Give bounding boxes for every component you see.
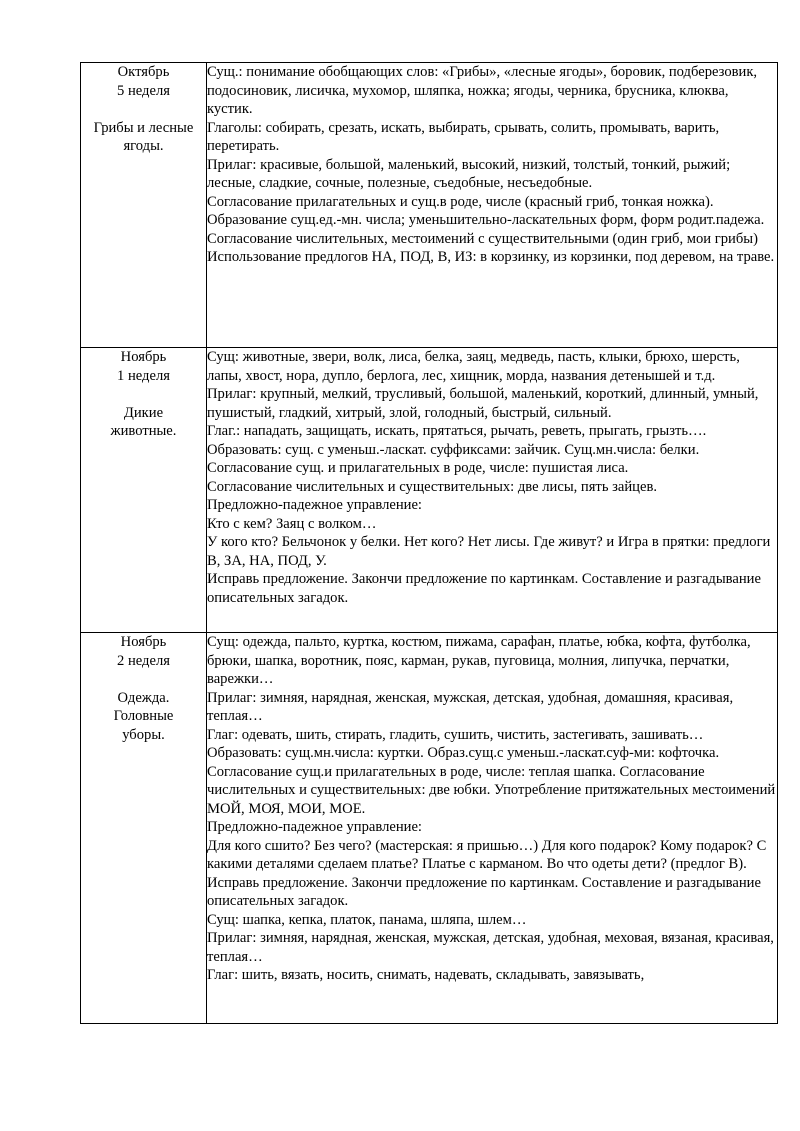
content-paragraph: Сущ.: понимание обобщающих слов: «Грибы», «лесные ягоды», боровик, подберезовик, подосиновик, лисичка, мухомор, шляпка, ножка; ягоды, черника, брусника, клюква, кустик. [207, 64, 758, 117]
content-paragraph: Прилаг: крупный, мелкий, трусливый, большой, маленький, короткий, длинный, умный, пушистый, гладкий, хитрый, злой, голодный, быстрый, сильный. [207, 386, 759, 421]
month-label: Октябрь [117, 64, 170, 80]
period-cell [81, 63, 207, 348]
content-paragraph: Образовать: сущ. с уменьш.-ласкат. суффиксами: зайчик. Сущ.мн.числа: белки. [207, 441, 700, 458]
lesson-plan-table [80, 62, 778, 1024]
content-paragraph: Исправь предложение. Закончи предложение по картинкам. Составление и разгадывание описательных загадок. [207, 571, 761, 606]
content-paragraph: Прилаг: зимняя, нарядная, женская, мужская, детская, удобная, домашняя, красивая, теплая… [207, 689, 734, 724]
content-paragraph: Образовать: сущ.мн.числа: куртки. Образ.сущ.с уменьш.-ласкат.суф-ми: кофточка. [207, 745, 720, 761]
period-cell [81, 348, 207, 633]
content-paragraph: Для кого сшито? Без чего? (мастерская: я пришью…) Для кого подарок? Кому подарок? С какими деталями сделаем платье? Платье с карманом. Во что одеты дети? (предлог В). [207, 837, 767, 872]
content-paragraph: Сущ: одежда, пальто, куртка, костюм, пижама, сарафан, платье, юбка, кофта, футболка, брюки, шапка, воротник, пояс, карман, рукав, пуговица, молния, липучка, перчатки, варежки… [207, 634, 751, 687]
content-paragraph: У кого кто? Бельчонок у белки. Нет кого? Нет лисы. Где живут? и Игра в прятки: предлоги В, ЗА, НА, ПОД, У. [207, 534, 771, 569]
table-row [81, 348, 778, 633]
period-cell [81, 633, 207, 1024]
content-paragraph: Согласование числительных и существительных: две лисы, пять зайцев. [207, 478, 657, 495]
content-paragraph: Глаг: шить, вязать, носить, снимать, надевать, складывать, завязывать, [207, 967, 645, 983]
content-cell [207, 348, 778, 633]
content-paragraph: Образование сущ.ед.-мн. числа; уменьшительно-ласкательных форм, форм родит.падежа. [207, 212, 765, 228]
content-paragraph: Глаг.: нападать, защищать, искать, прятаться, рычать, реветь, прыгать, грызть…. [207, 423, 707, 439]
content-paragraph: Прилаг: красивые, большой, маленький, высокий, низкий, толстый, тонкий, рыжий; лесные, сладкие, сочные, полезные, съедобные, несъедобные. [207, 156, 731, 191]
table-row [81, 63, 778, 348]
week-label: 5 неделя [117, 82, 170, 99]
content-paragraph: Предложно-падежное управление: [207, 497, 422, 513]
content-cell [207, 633, 778, 1024]
content-paragraph: Прилаг: зимняя, нарядная, женская, мужская, детская, удобная, меховая, вязаная, красивая, теплая… [207, 930, 774, 965]
table-row [81, 633, 778, 1024]
week-label: 2 неделя [117, 652, 170, 669]
content-paragraph: Использование предлогов НА, ПОД, В, ИЗ: в корзинку, из корзинки, под деревом, на траве. [207, 249, 775, 265]
content-paragraph: Сущ: шапка, кепка, платок, панама, шляпа, шлем… [207, 911, 527, 928]
content-paragraph: Согласование прилагательных и сущ.в роде, числе (красный гриб, тонкая ножка). [207, 193, 714, 210]
content-paragraph: Сущ: животные, звери, волк, лиса, белка, заяц, медведь, пасть, клыки, брюхо, шерсть, лапы, хвост, нора, дупло, берлога, лес, хищник, морда, названия детенышей и т.д. [207, 349, 740, 384]
content-cell [207, 63, 778, 348]
topic-label: Дикие животные. [110, 404, 177, 439]
content-paragraph: Глаг: одевать, шить, стирать, гладить, сушить, чистить, застегивать, зашивать… [207, 726, 704, 743]
content-paragraph: Кто с кем? Заяц с волком… [207, 515, 377, 532]
week-label: 1 неделя [117, 367, 170, 384]
content-paragraph: Предложно-падежное управление: [207, 819, 422, 835]
content-paragraph: Глаголы: собирать, срезать, искать, выбирать, срывать, солить, промывать, варить, перетирать. [207, 119, 720, 154]
month-label: Ноябрь [120, 349, 167, 365]
content-paragraph: Согласование числительных, местоимений с существительными (один гриб, мои грибы) [207, 230, 758, 247]
content-paragraph: Исправь предложение. Закончи предложение по картинкам. Составление и разгадывание описательных загадок. [207, 874, 761, 909]
topic-label: Одежда. Головные уборы. [113, 689, 174, 743]
content-paragraph: Согласование сущ.и прилагательных в роде, числе: теплая шапка. Согласование числительных и существительных: две юбки. Употребление притяжательных местоимений МОЙ, МОЯ, МОИ, МОЕ. [207, 763, 776, 817]
topic-label: Грибы и лесные ягоды. [93, 119, 194, 154]
month-label: Ноябрь [120, 634, 167, 650]
content-paragraph: Согласование сущ. и прилагательных в роде, числе: пушистая лиса. [207, 460, 629, 476]
